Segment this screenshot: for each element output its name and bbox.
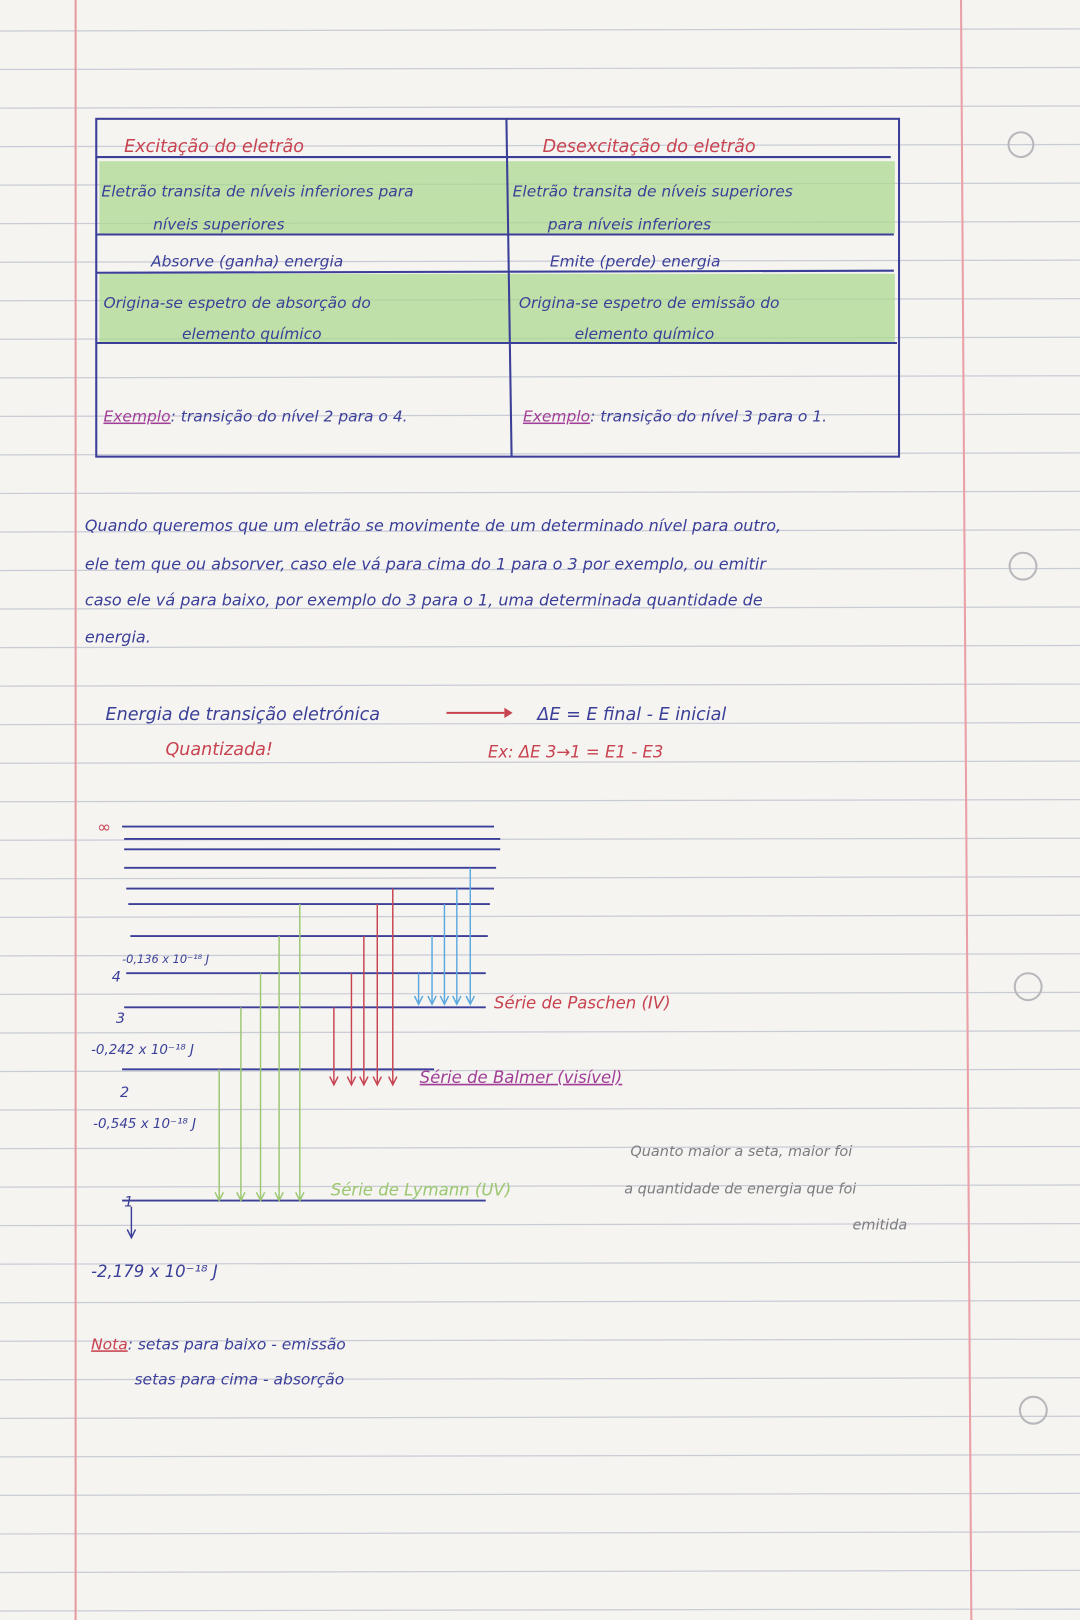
level-4-energy: -0,136 x 10⁻¹⁸ J	[122, 951, 210, 966]
formula-label: Energia de transição eletrónica	[105, 705, 381, 726]
cell-text: Eletrão transita de níveis superiores	[512, 182, 793, 201]
paragraph-line: energia.	[84, 627, 151, 647]
arrowhead-icon	[504, 708, 512, 718]
ruled-line	[0, 1493, 1080, 1495]
side-note-line: a quantidade de energia que foi	[624, 1181, 857, 1198]
ruled-line	[0, 1031, 1080, 1033]
level-2-energy: -0,545 x 10⁻¹⁸ J	[93, 1117, 197, 1133]
binder-holes	[1009, 132, 1047, 1423]
ruled-line	[0, 453, 1080, 455]
hole-icon	[1015, 973, 1042, 1000]
lyman-series-label: Série de Lymann (UV)	[330, 1180, 512, 1200]
nota-section	[91, 1335, 346, 1388]
ruled-line	[0, 491, 1080, 493]
cell-text: Eletrão transita de níveis inferiores para	[101, 182, 414, 201]
ruled-line	[0, 1108, 1080, 1110]
ruled-line	[0, 800, 1080, 802]
quantized-note: Quantizada!	[165, 740, 273, 761]
hole-icon	[1020, 1397, 1047, 1424]
ruled-line	[0, 106, 1080, 108]
ruled-line	[0, 877, 1080, 879]
infinity-label: ∞	[97, 817, 112, 837]
header-deexcitation: Desexcitação do eletrão	[542, 136, 756, 157]
ruled-line	[0, 1570, 1080, 1572]
cell-text: Origina-se espetro de absorção do	[103, 293, 371, 312]
hole-icon	[1010, 553, 1037, 580]
ruled-line	[0, 915, 1080, 917]
level-2-label: 2	[120, 1085, 130, 1102]
energy-level-diagram	[91, 818, 907, 1281]
paschen-series-label: Série de Paschen (IV)	[494, 993, 671, 1013]
cell-text: Origina-se espetro de emissão do	[518, 293, 780, 312]
example-left: Exemplo: transição do nível 2 para o 4.	[103, 407, 408, 426]
ruled-line	[0, 1609, 1080, 1611]
paragraph-line: ele tem que ou absorver, caso ele vá para cima do 1 para o 3 por exemplo, ou emitir	[84, 554, 766, 574]
comparison-table	[96, 119, 899, 457]
side-note-line: emitida	[852, 1217, 908, 1234]
level-4-label: 4	[111, 969, 121, 986]
paragraph-line: caso ele vá para baixo, por exemplo do 3 para o 1, uma determinada quantidade de	[84, 590, 763, 610]
cell-text: elemento químico	[574, 324, 715, 343]
cell-text: níveis superiores	[153, 215, 285, 234]
ruled-line	[0, 67, 1080, 69]
formula-example: Ex: ΔE 3→1 = E1 - E3	[487, 742, 664, 762]
ruled-line	[0, 761, 1080, 763]
explanation-paragraph	[85, 516, 781, 647]
ruled-line	[0, 29, 1080, 31]
balmer-series-label: Série de Balmer (visível)	[419, 1067, 623, 1087]
ruled-line	[0, 1532, 1080, 1534]
ruled-line	[0, 684, 1080, 686]
formula-equation: ΔE = E final - E inicial	[537, 705, 727, 726]
ruled-line	[0, 1224, 1080, 1226]
header-excitation: Excitação do eletrão	[124, 136, 304, 157]
ruled-line	[0, 1301, 1080, 1303]
ruled-line	[0, 1455, 1080, 1457]
cell-text: elemento químico	[182, 324, 322, 343]
paragraph-line: Quando queremos que um eletrão se movimente de um determinado nível para outro,	[84, 516, 782, 536]
right-margin-line	[961, 0, 971, 1620]
level-1-label: 1	[124, 1194, 134, 1211]
level-3-label: 3	[115, 1010, 126, 1027]
ruled-line	[0, 1147, 1080, 1149]
level-1-energy: -2,179 x 10⁻¹⁸ J	[91, 1261, 218, 1281]
example-right: Exemplo: transição do nível 3 para o 1.	[522, 407, 828, 426]
level-3-energy: -0,242 x 10⁻¹⁸ J	[91, 1042, 194, 1058]
ruled-line	[0, 1416, 1080, 1418]
cell-text: Emite (perde) energia	[549, 252, 721, 271]
transition-energy-formula	[106, 705, 727, 761]
energy-levels	[122, 827, 500, 1201]
nota-line-1: Nota: setas para baixo - emissão	[91, 1335, 346, 1354]
cell-text: Absorve (ganha) energia	[151, 252, 344, 271]
ruled-line	[0, 1185, 1080, 1187]
nota-line-2: setas para cima - absorção	[134, 1370, 345, 1389]
cell-text: para níveis inferiores	[547, 215, 712, 234]
ruled-line	[0, 646, 1080, 648]
side-note-line: Quanto maior a seta, maior foi	[630, 1144, 853, 1161]
ruled-line	[0, 376, 1080, 378]
